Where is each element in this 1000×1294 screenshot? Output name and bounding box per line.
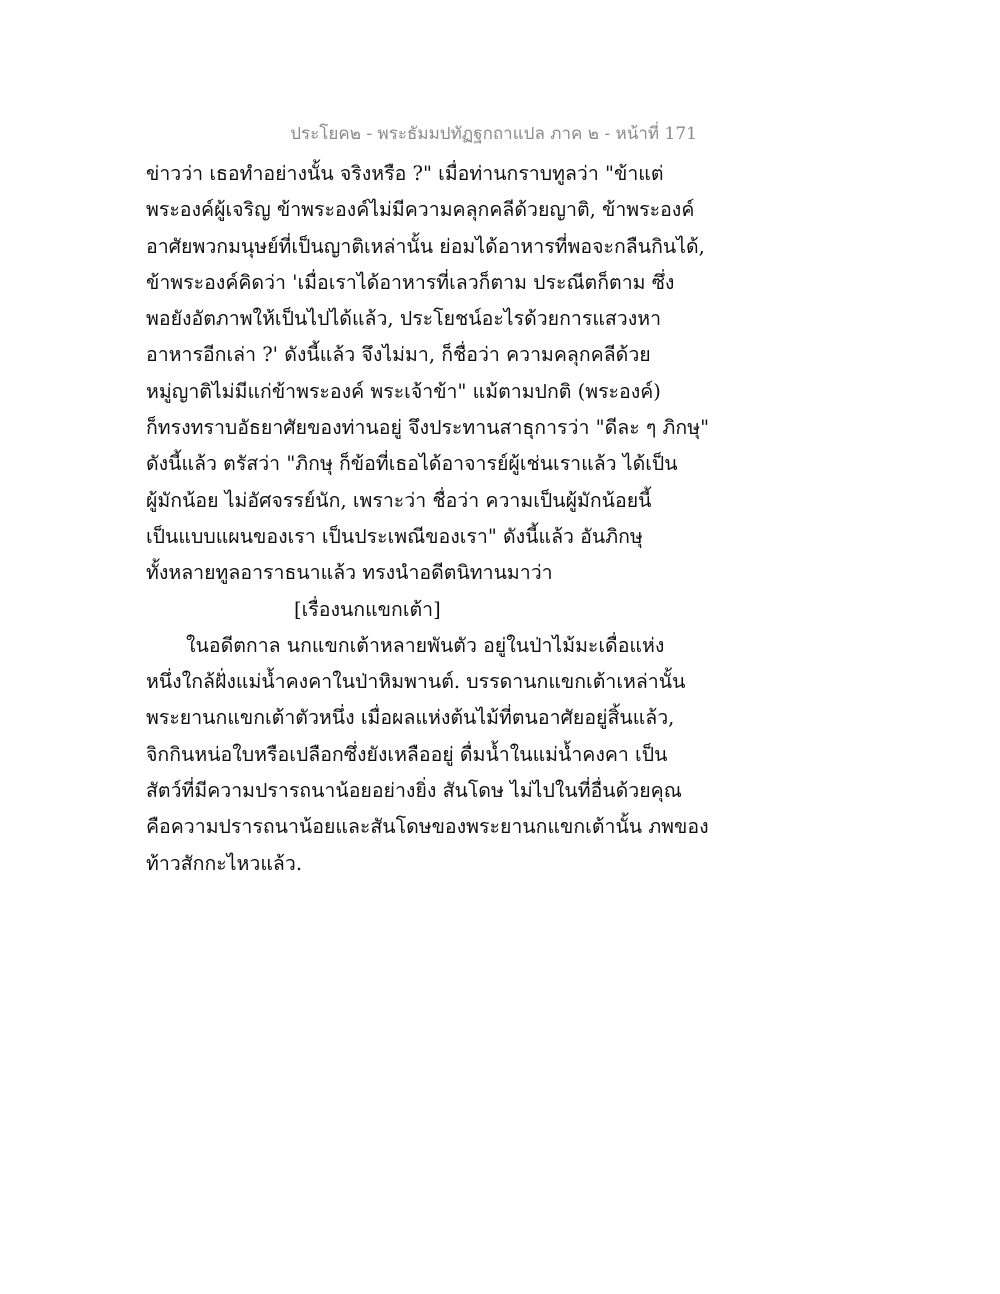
text-line: เป็นแบบแผนของเรา เป็นประเพณีของเรา" ดังนี้แล้ว อันภิกษุ (146, 524, 643, 548)
section-heading: [เรื่องนกแขกเต้า] (294, 597, 441, 621)
text-line: ก็ทรงทราบอัธยาศัยของท่านอยู่ จึงประทานสาธุการว่า "ดีละ ๆ ภิกษุ" (146, 416, 710, 440)
text-line: ข้าพระองค์คิดว่า 'เมื่อเราได้อาหารที่เลวก็ตาม ประณีตก็ตาม ซึ่ง (146, 270, 675, 294)
body-text (146, 156, 710, 882)
text-line: ผู้มักน้อย ไม่อัศจรรย์นัก, เพราะว่า ชื่อว่า ความเป็นผู้มักน้อยนี้ (146, 488, 652, 512)
text-line: ข่าวว่า เธอทำอย่างนั้น จริงหรือ ?" เมื่อท่านกราบทูลว่า "ข้าแต่ (146, 162, 664, 185)
story-line: หนึ่งใกล้ฝั่งแม่น้ำคงคาในป่าหิมพานต์. บรรดานกแขกเต้าเหล่านั้น (146, 670, 686, 694)
story-line: ในอดีตกาล นกแขกเต้าหลายพันตัว อยู่ในป่าไม้มะเดื่อแห่ง (186, 633, 665, 657)
text-line: อาศัยพวกมนุษย์ที่เป็นญาติเหล่านั้น ย่อมได้อาหารที่พอจะกลืนกินได้, (146, 234, 705, 258)
text-line: อาหารอีกเล่า ?' ดังนี้แล้ว จึงไม่มา, ก็ชื่อว่า ความคลุกคลีด้วย (146, 343, 651, 367)
text-line: พระองค์ผู้เจริญ ข้าพระองค์ไม่มีความคลุกคลีด้วยญาติ, ข้าพระองค์ (146, 198, 695, 222)
story-line: คือความปรารถนาน้อยและสันโดษของพระยานกแขกเต้านั้น ภพของ (146, 815, 709, 839)
text-line: ทั้งหลายทูลอาราธนาแล้ว ทรงนำอดีตนิทานมาว่า (146, 561, 553, 585)
page-header: ประโยค๒ - พระธัมมปทัฏฐกถาแปล ภาค ๒ - หน้าที่ 171 (290, 124, 697, 144)
story-line: พระยานกแขกเต้าตัวหนึ่ง เมื่อผลแห่งต้นไม้ที่ตนอาศัยอยู่สิ้นแล้ว, (146, 706, 675, 730)
text-line: ดังนี้แล้ว ตรัสว่า "ภิกษุ ก็ข้อที่เธอได้อาจารย์ผู้เช่นเราแล้ว ได้เป็น (146, 452, 678, 476)
text-line: พอยังอัตภาพให้เป็นไปได้แล้ว, ประโยชน์อะไรด้วยการแสวงหา (146, 307, 662, 331)
story-line: สัตว์ที่มีความปรารถนาน้อยอย่างยิ่ง สันโดษ ไม่ไปในที่อื่นด้วยคุณ (146, 779, 682, 803)
story-line: จิกกินหน่อใบหรือเปลือกซึ่งยังเหลืออยู่ ดื่มน้ำในแม่น้ำคงคา เป็น (146, 742, 668, 766)
story-line: ท้าวสักกะไหวแล้ว. (146, 851, 303, 875)
text-line: หมู่ญาติไม่มีแก่ข้าพระองค์ พระเจ้าข้า" แม้ตามปกติ (พระองค์) (146, 379, 661, 403)
